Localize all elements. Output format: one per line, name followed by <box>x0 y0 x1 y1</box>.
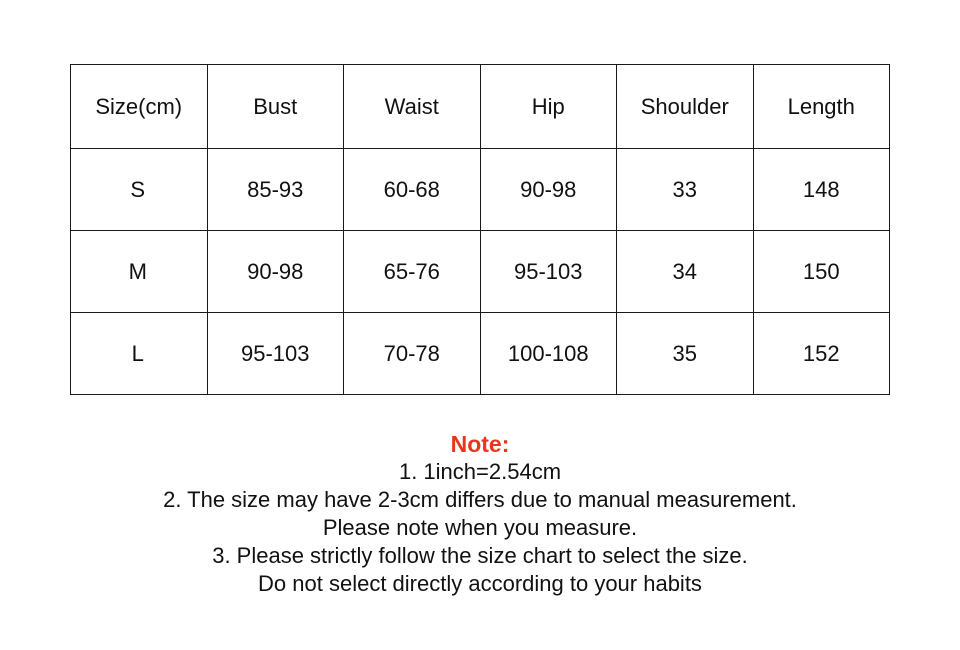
cell-bust: 95-103 <box>207 313 344 395</box>
header-bust: Bust <box>207 65 344 149</box>
cell-size: L <box>71 313 208 395</box>
table-row <box>71 231 890 313</box>
header-length: Length <box>753 65 890 149</box>
note-line-2: 2. The size may have 2-3cm differs due to manual measurement. <box>163 487 797 512</box>
note-line-1: 1. 1inch=2.54cm <box>398 459 562 484</box>
cell-hip: 100-108 <box>480 313 617 395</box>
header-shoulder: Shoulder <box>617 65 754 149</box>
cell-length: 150 <box>753 231 890 313</box>
cell-length: 152 <box>753 313 890 395</box>
cell-waist: 60-68 <box>344 149 481 231</box>
note-title: Note: <box>450 431 510 457</box>
table-header-row <box>71 65 890 149</box>
cell-shoulder: 35 <box>617 313 754 395</box>
note-line-5: Do not select directly according to your habits <box>258 571 702 596</box>
header-hip: Hip <box>480 65 617 149</box>
note-section <box>0 430 960 598</box>
cell-shoulder: 33 <box>617 149 754 231</box>
cell-size: M <box>71 231 208 313</box>
cell-shoulder: 34 <box>617 231 754 313</box>
cell-bust: 85-93 <box>207 149 344 231</box>
header-waist: Waist <box>344 65 481 149</box>
table-row <box>71 149 890 231</box>
note-line-3: Please note when you measure. <box>322 515 638 540</box>
header-size: Size(cm) <box>71 65 208 149</box>
cell-bust: 90-98 <box>207 231 344 313</box>
size-chart-table <box>70 64 890 395</box>
note-line-4: 3. Please strictly follow the size chart to select the size. <box>212 543 748 568</box>
cell-waist: 70-78 <box>344 313 481 395</box>
cell-hip: 90-98 <box>480 149 617 231</box>
cell-length: 148 <box>753 149 890 231</box>
table-row <box>71 313 890 395</box>
cell-hip: 95-103 <box>480 231 617 313</box>
cell-waist: 65-76 <box>344 231 481 313</box>
cell-size: S <box>71 149 208 231</box>
